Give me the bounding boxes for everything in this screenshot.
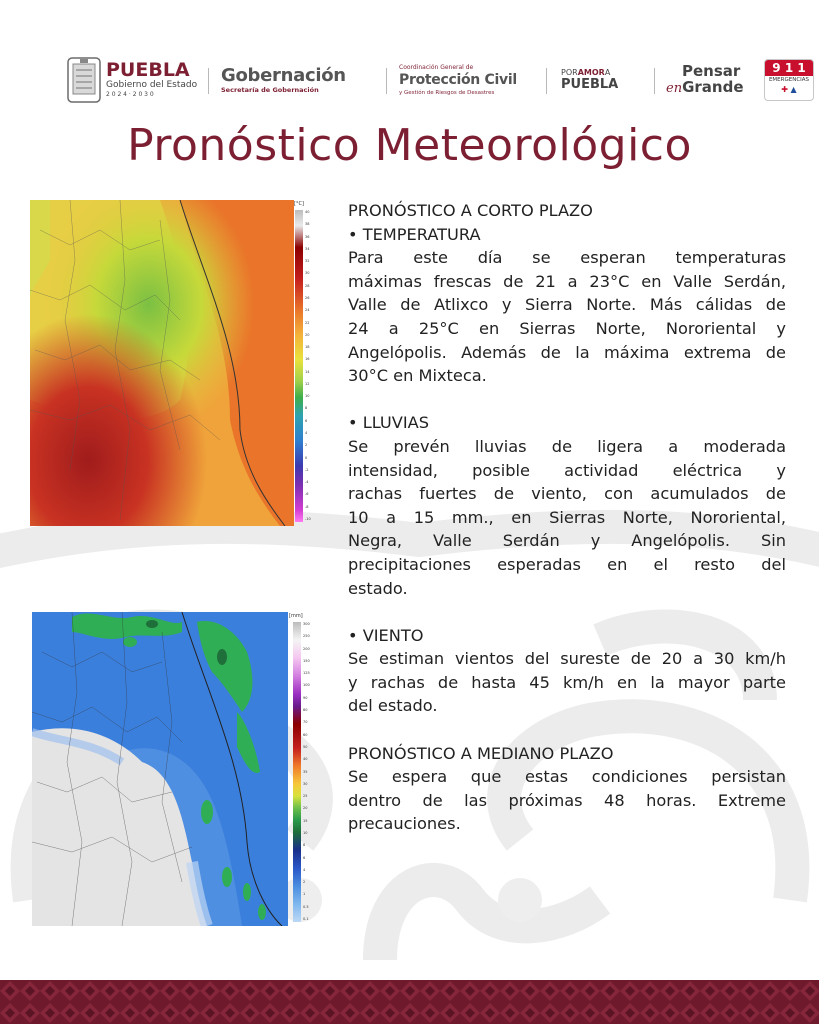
legend-tick: 100 [303, 683, 310, 688]
wind-heading: • VIENTO [348, 625, 424, 645]
legend-tick: 4 [303, 867, 306, 872]
emergencias-label: EMERGENCIAS [768, 77, 810, 83]
divider [546, 68, 547, 94]
legend-tick: 90 [303, 695, 308, 700]
proteccion-civil-logo-name: Protección Civil [399, 71, 517, 88]
legend-tick: 35 [303, 769, 308, 774]
legend-tick: -4 [305, 480, 309, 485]
temperature-legend-unit: [°C] [294, 201, 304, 207]
legend-tick: 50 [303, 744, 308, 749]
pensar-logo-line1: Pensar [682, 62, 741, 80]
temperature-legend [294, 200, 316, 526]
pensar-logo-line2: Grande [682, 78, 744, 96]
por-amor-prefix: POR [561, 68, 578, 77]
gobernacion-logo-subtitle: Secretaría de Gobernación [221, 85, 319, 94]
emergencias-911-logo [764, 56, 816, 104]
legend-tick: 22 [305, 320, 310, 325]
temperature-map [30, 200, 294, 526]
legend-tick: 0.1 [303, 917, 309, 921]
gobernacion-logo [221, 56, 381, 104]
legend-tick: -8 [305, 504, 309, 509]
legend-tick: 18 [305, 345, 310, 350]
legend-tick: 6 [303, 855, 306, 860]
pensar-en-grande-logo [666, 56, 758, 104]
legend-tick: 26 [305, 295, 310, 300]
puebla-logo-subtitle: Gobierno del Estado [106, 80, 198, 90]
legend-tick: 200 [303, 646, 310, 651]
pensar-logo-en: en [666, 81, 683, 96]
medium-term-line: dentro de las próximas 48 horas. Extreme [348, 790, 786, 810]
rain-line: Negra, Valle Serdán y Angelópolis. Sin [348, 531, 786, 551]
legend-tick: 30 [303, 781, 308, 786]
legend-tick: 125 [303, 671, 310, 676]
proteccion-civil-logo-top: Coordinación General de [399, 63, 474, 71]
rain-line: estado. [348, 578, 408, 598]
legend-tick: 38 [305, 222, 310, 227]
legend-tick: -10 [305, 517, 311, 521]
header-logos [66, 56, 816, 104]
precipitation-legend [289, 612, 315, 926]
divider [654, 68, 655, 94]
puebla-logo-years: 2 0 2 4 · 2 0 3 0 [106, 91, 154, 98]
rain-heading: • LLUVIAS [348, 413, 429, 433]
rain-line: intensidad, posible actividad eléctrica y [348, 460, 786, 480]
legend-tick: 1 [303, 892, 306, 897]
emergency-symbols-icon: ✚ ▲ [781, 85, 797, 94]
temperature-line: 30°C en Mixteca. [348, 366, 487, 386]
legend-tick: 0.5 [303, 904, 309, 909]
rain-line: rachas fuertes de viento, con acumulados de [348, 484, 786, 504]
forecast-text [348, 199, 786, 836]
legend-tick: 2 [303, 880, 306, 885]
medium-term-line: precauciones. [348, 814, 461, 834]
temperature-line: máximas frescas de 21 a 23°C en Valle Serdán, [348, 271, 786, 291]
por-amor-a: A [604, 68, 611, 77]
proteccion-civil-logo [399, 56, 539, 104]
medium-term-paragraph [348, 765, 786, 836]
legend-tick: 20 [303, 806, 308, 811]
legend-tick: 300 [303, 622, 310, 626]
medium-term-line: Se espera que estas condiciones persistan [348, 767, 786, 787]
legend-tick: 8 [303, 843, 306, 848]
legend-tick: 70 [303, 720, 308, 725]
legend-tick: 15 [303, 818, 308, 823]
temperature-line: Valle de Atlixco y Sierra Norte. Más cálidas de [348, 295, 786, 315]
temperature-heading: • TEMPERATURA [348, 224, 481, 244]
precipitation-legend-unit: [mm] [289, 613, 303, 619]
gobernacion-logo-name: Gobernación [221, 64, 346, 86]
legend-tick: 28 [305, 283, 310, 288]
temperature-line: 24 a 25°C en Sierras Norte, Nororiental y [348, 318, 786, 338]
proteccion-civil-logo-bottom: y Gestión de Riesgos de Desastres [399, 89, 495, 96]
legend-tick: -2 [305, 467, 309, 472]
precipitation-colorbar [293, 622, 301, 922]
temperature-line: Para este día se esperan temperaturas [348, 248, 786, 268]
temperature-line: Angelópolis. Además de la máxima extrema de [348, 342, 786, 362]
rain-paragraph [348, 435, 786, 600]
legend-tick: 34 [305, 246, 310, 251]
emergencias-number: 9 1 1 [765, 60, 813, 76]
wind-paragraph [348, 647, 786, 718]
legend-tick: 6 [305, 418, 308, 423]
page-title: Pronóstico Meteorológico [127, 120, 692, 171]
legend-tick: 10 [305, 394, 310, 399]
temperature-paragraph [348, 246, 786, 388]
legend-tick: 25 [303, 794, 308, 799]
legend-tick: 24 [305, 308, 310, 313]
puebla-shield-icon [66, 56, 102, 104]
legend-tick: 36 [305, 234, 310, 239]
wind-line: del estado. [348, 696, 438, 716]
short-term-heading: PRONÓSTICO A CORTO PLAZO [348, 201, 593, 220]
legend-tick: 40 [303, 757, 308, 762]
legend-tick: 8 [305, 406, 308, 411]
legend-tick: 40 [305, 210, 310, 214]
legend-tick: 12 [305, 381, 310, 386]
temperature-colorbar [295, 210, 303, 522]
rain-line: 10 a 15 mm., en Sierras Norte, Nororiental, [348, 507, 786, 527]
legend-tick: 20 [305, 332, 310, 337]
wind-line: Se estiman vientos del sureste de 20 a 30 km/h [348, 649, 786, 669]
rain-line: precipitaciones esperadas en el resto del [348, 554, 786, 574]
legend-tick: 250 [303, 634, 310, 639]
temperature-ticks [305, 210, 317, 522]
por-amor-name: PUEBLA [561, 77, 619, 92]
legend-tick: -6 [305, 492, 309, 497]
legend-tick: 4 [305, 431, 308, 436]
legend-tick: 80 [303, 708, 308, 713]
legend-tick: 60 [303, 732, 308, 737]
rain-line: Se prevén lluvias de ligera a moderada [348, 436, 786, 456]
footer-pattern-band [0, 980, 819, 1024]
legend-tick: 2 [305, 443, 308, 448]
legend-tick: 16 [305, 357, 310, 362]
precipitation-map [32, 612, 288, 926]
por-amor-word: AMOR [577, 68, 605, 77]
divider [386, 68, 387, 94]
puebla-logo [66, 56, 201, 104]
puebla-logo-name: PUEBLA [106, 59, 190, 81]
por-amor-a-puebla-logo [561, 56, 641, 104]
divider [208, 68, 209, 94]
legend-tick: 0 [305, 455, 308, 460]
wind-line: y rachas de hasta 45 km/h en la mayor parte [348, 672, 786, 692]
legend-tick: 14 [305, 369, 310, 374]
precipitation-ticks [303, 622, 315, 922]
legend-tick: 32 [305, 259, 310, 264]
legend-tick: 30 [305, 271, 310, 276]
legend-tick: 10 [303, 830, 308, 835]
medium-term-heading: PRONÓSTICO A MEDIANO PLAZO [348, 743, 614, 763]
legend-tick: 150 [303, 658, 310, 663]
